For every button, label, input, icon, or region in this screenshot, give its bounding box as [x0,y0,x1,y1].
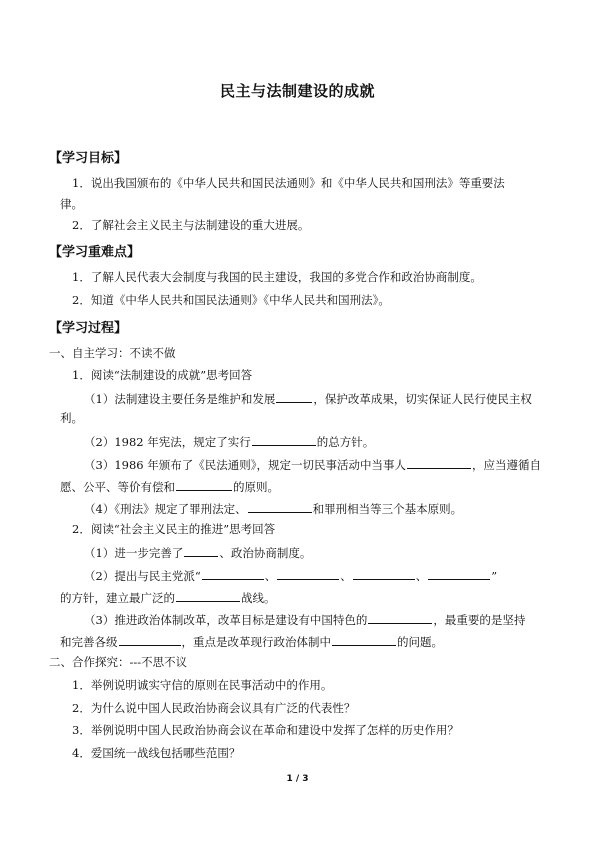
key-point-2: 2．知道《中华人民共和国民法通则》《中华人民共和国刑法》。 [72,293,390,307]
part1-question-2: 2．阅读“社会主义民主的推进”思考回答 [72,522,276,536]
part2-question-1: 1．举例说明诚实守信的原则在民事活动中的作用。 [72,678,333,692]
part1-question-1: 1．阅读“法制建设的成就”思考回答 [72,368,253,382]
page-number: 1 / 3 [286,774,309,784]
fill-line: （4）《刑法》规定了罪刑法定、 和罪刑相当等三个基本原则。 [84,502,463,516]
fill-line-cont: 利。 [60,411,83,425]
fill-line: （3）推进政治体制改革，改革目标是建设有中国特色的 ，最重要的是坚持 [84,613,526,627]
part2-question-4: 4．爱国统一战线包括哪些范围？ [72,746,241,760]
answer-blank[interactable] [353,567,415,580]
answer-blank[interactable] [276,390,312,403]
key-point-1: 1．了解人民代表大会制度与我国的民主建设，我国的多党合作和政治协商制度。 [72,270,482,284]
part2-heading: 二、合作探究：---不思不议 [49,655,188,669]
goal-item-1-cont: 律。 [60,197,83,211]
fill-line: （1）法制建设主要任务是维护和发展 ，保护改革成果，切实保证人民行使民主权 [84,392,532,406]
page-title: 民主与法制建设的成就 [219,82,375,100]
fill-line-cont: 的方针，建立最广泛的 战线。 [60,591,276,605]
fill-line: （3）1986 年颁布了《民法通则》，规定一切民事活动中当事人 ，应当遵循自 [84,458,541,472]
section-process-heading: 【学习过程】 [49,321,128,336]
section-key-points-heading: 【学习重难点】 [49,245,141,260]
answer-blank[interactable] [184,544,218,557]
answer-blank[interactable] [332,633,396,646]
answer-blank[interactable] [176,589,240,602]
part2-question-2: 2．为什么说中国人民政治协商会议具有广泛的代表性？ [72,701,356,715]
part1-heading: 一、自主学习：不读不做 [49,346,176,360]
answer-blank[interactable] [277,567,339,580]
section-goals-heading: 【学习目标】 [49,151,128,166]
goal-item-1: 1．说出我国颁布的《中华人民共和国民法通则》和《中华人民共和国刑法》等重要法 [72,176,505,190]
answer-blank[interactable] [368,611,432,624]
answer-blank[interactable] [248,500,312,513]
fill-line: （2）提出与民主党派“ 、 、 、 ” [84,569,498,583]
fill-line-cont: 和完善各级 ，重点是改革现行政治体制中 的问题。 [60,635,443,649]
answer-blank[interactable] [202,567,264,580]
fill-line: （1）进一步完善了 、政治协商制度。 [84,546,312,560]
goal-item-2: 2．了解社会主义民主与法制建设的重大进展。 [72,218,310,232]
answer-blank[interactable] [428,567,490,580]
fill-line-cont: 愿、公平、等价有偿和 的原则。 [60,480,279,494]
fill-line: （2）1982 年宪法，规定了实行 的总方针。 [84,435,375,449]
answer-blank[interactable] [119,633,181,646]
part2-question-3: 3．举例说明中国人民政治协商会议在革命和建设中发挥了怎样的历史作用？ [72,723,459,737]
answer-blank[interactable] [176,478,232,491]
answer-blank[interactable] [252,433,316,446]
answer-blank[interactable] [407,456,471,469]
